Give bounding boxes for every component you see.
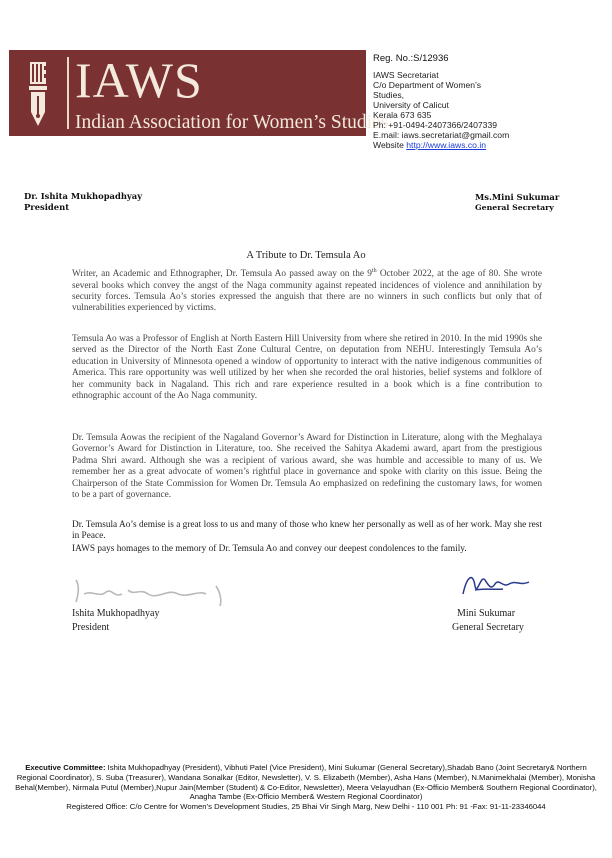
- paragraph-2: Temsula Ao was a Professor of English at North Eastern Hill University from where she retired in 2010. In the mid 1990s she served as the Director of the North East Zone Cultural Centre, on deputation from NEHU. Interestingly Temsula Ao’s education in University of Minnesota opened a window of opportunity to interact with the native indigenous communities of America. This rare opportunity was well utilized by her when she recorded the oral histories, belief systems and folklore of her community back in Nagaland. This rich and rare experience resulted in a book which is a fine contribution to ethnographic account of the Ao Naga community.: [72, 334, 542, 402]
- registered-office: Registered Office: C/o Centre for Women’s Development Studies, 25 Bhai Vir Singh Marg, New Delhi - 110 001 Ph: 91 -Fax: 91-11-23346044: [66, 802, 546, 812]
- footer: [10, 763, 602, 812]
- secretary-header-name: Ms.Mini Sukumar: [475, 192, 560, 202]
- president-signature-role: President: [72, 622, 110, 633]
- secretary-signature-icon: [455, 566, 535, 606]
- paragraph-1-text-a: Writer, an Academic and Ethnographer, Dr. Temsula Ao passed away on the 9: [72, 269, 372, 280]
- secretary-signature-role: General Secretary: [452, 622, 524, 633]
- address-line: IAWS Secretariat: [373, 70, 439, 80]
- president-signature-icon: [70, 572, 240, 608]
- letter-title: A Tribute to Dr. Temsula Ao: [246, 250, 366, 261]
- paragraph-3: Dr. Temsula Aowas the recipient of the Nagaland Governor’s Award for Distinction in Literature, along with the Meghalaya Governor’s Award for Distinction in Literature, too. She received the Sahitya Akademi award, apart from the prestigious Padma Shri award. Although she was a recipient of various award, she was humble and accessible to many of us. We remember her as a great advocate of women’s rightful place in governance and spoke with clarity on this issue. Being the Chairperson of the State Commission for Women Dr. Temsula Ao emphasized on redefining the customary laws, for women to be a part of governance.: [72, 433, 542, 501]
- paragraph-4: Dr. Temsula Ao’s demise is a great loss to us and many of those who knew her personally as well as of her work. May she rest in Peace.: [72, 520, 542, 542]
- address-line: Kerala 673 635: [373, 110, 432, 120]
- banner-divider: [67, 57, 69, 129]
- president-header-name: Dr. Ishita Mukhopadhyay: [24, 191, 143, 201]
- committee-label: Executive Committee:: [25, 763, 106, 772]
- paragraph-5: IAWS pays homages to the memory of Dr. Temsula Ao and convey our deepest condolences to the family.: [72, 544, 467, 554]
- org-full-name: Indian Association for Women’s Studies: [75, 112, 389, 133]
- committee-members: Ishita Mukhopadhyay (President), Vibhuti Patel (Vice President), Mini Sukumar (General Secretary),Shadab Bano (Joint Secretary& Northern Regional Coordinator), S. Suba (Treasurer), Wandana Sonalkar (Editor, Newsletter), V. S. Elizabeth (Member), Asha Hans (Member), N.Manimekhalai (Member), Monisha Behal(Member), Nirmala Putul (Member),Nupur Jain(Member (Student) & Co-Editor, Newsletter), Meera Velayudhan (Ex-Officio Member& Southern Regional Coordinator), Anagha Tambe (Ex-Officio Member& Western Regional Coordinator): [15, 763, 597, 802]
- org-acronym: IAWS: [75, 52, 203, 108]
- website-line: [373, 140, 486, 150]
- address-line: E.mail: iaws.secretariat@gmail.com: [373, 130, 510, 140]
- registration-number: Reg. No.:S/12936: [373, 53, 449, 64]
- website-label: Website: [373, 140, 404, 150]
- address-line: Studies,: [373, 90, 405, 100]
- president-signature-name: Ishita Mukhopadhyay: [72, 608, 160, 619]
- secretary-signature-name: Mini Sukumar: [457, 608, 516, 619]
- paragraph-1: [72, 266, 542, 315]
- website-link[interactable]: http://www.iaws.co.in: [406, 140, 487, 150]
- secretary-header-role: General Secretary: [475, 203, 554, 212]
- president-header-role: President: [24, 202, 70, 212]
- paragraph-1-text-b: October 2022, at the age of 80. She wrote several books which convey the angst of the Naga community against repeated incidences of violence and annihilation by security forces. Temsula Ao’s stories expressed the anguish that there are no winners in such conflicts but only that of vulnerabilities experienced by victims.: [72, 269, 542, 314]
- address-line: University of Calicut: [373, 100, 449, 110]
- ordinal-suffix: th: [371, 268, 377, 274]
- fist-pen-logo-icon: [21, 56, 55, 130]
- letterhead-banner: [9, 50, 389, 136]
- address-line: Ph: +91-0494-2407366/2407339: [373, 120, 498, 130]
- address-line: C/o Department of Women’s: [373, 80, 482, 90]
